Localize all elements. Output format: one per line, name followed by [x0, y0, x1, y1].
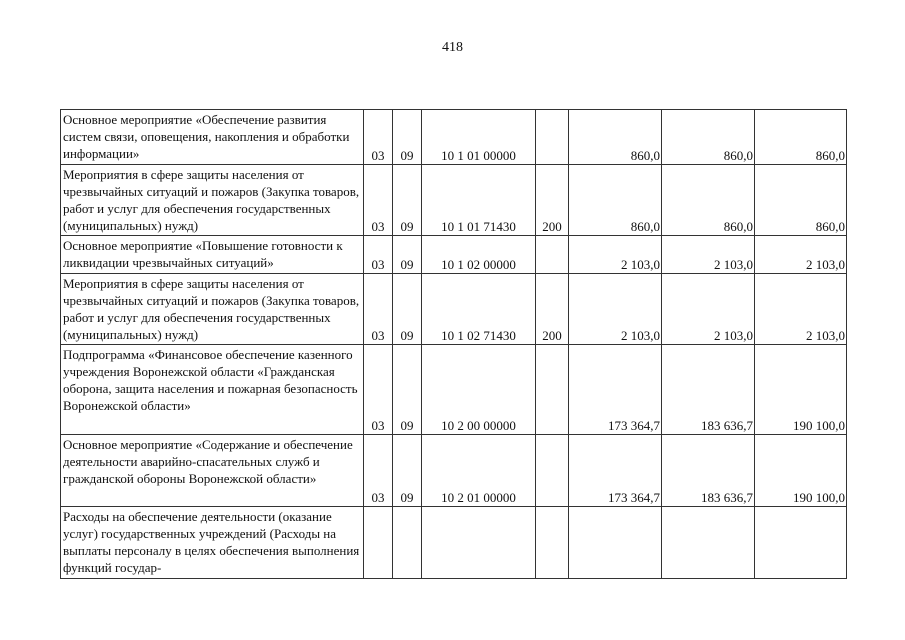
cell-amount-year-2: 183 636,7: [662, 345, 755, 435]
cell-amount-year-2: 183 636,7: [662, 435, 755, 507]
table-row: [61, 274, 847, 345]
cell-amount-year-1: 860,0: [569, 165, 662, 236]
page-number: 418: [442, 40, 463, 55]
cell-subsection: 09: [393, 165, 422, 236]
cell-target-article: 10 1 02 71430: [422, 274, 536, 345]
cell-target-article: 10 1 02 00000: [422, 236, 536, 274]
cell-section: 03: [364, 236, 393, 274]
cell-section: 03: [364, 345, 393, 435]
cell-target-article: 10 1 01 00000: [422, 110, 536, 165]
table-row: [61, 435, 847, 507]
cell-amount-year-1: 173 364,7: [569, 435, 662, 507]
cell-target-article: 10 1 01 71430: [422, 165, 536, 236]
cell-expense-type: 200: [536, 165, 569, 236]
cell-section: 03: [364, 165, 393, 236]
cell-subsection: 09: [393, 110, 422, 165]
cell-section: 03: [364, 274, 393, 345]
table-row: [61, 165, 847, 236]
cell-amount-year-1: 860,0: [569, 110, 662, 165]
row-description: Подпрограмма «Финансовое обеспечение казенного учреждения Воронежской области «Гражданская оборона, защита населения и пожарная безопасность Воронежской области»: [61, 345, 364, 435]
cell-amount-year-2: 2 103,0: [662, 274, 755, 345]
cell-amount-year-3: 2 103,0: [755, 236, 847, 274]
cell-subsection: 09: [393, 435, 422, 507]
cell-expense-type: [536, 507, 569, 579]
cell-amount-year-2: 2 103,0: [662, 236, 755, 274]
cell-subsection: [393, 507, 422, 579]
row-description: Основное мероприятие «Обеспечение развития систем связи, оповещения, накопления и обработки информации»: [61, 110, 364, 165]
cell-section: 03: [364, 435, 393, 507]
cell-section: [364, 507, 393, 579]
cell-amount-year-1: [569, 507, 662, 579]
cell-amount-year-3: 860,0: [755, 165, 847, 236]
cell-amount-year-1: 2 103,0: [569, 274, 662, 345]
row-description: Мероприятия в сфере защиты населения от чрезвычайных ситуаций и пожаров (Закупка товаров, работ и услуг для обеспечения государственных (муниципальных) нужд): [61, 274, 364, 345]
cell-amount-year-3: 860,0: [755, 110, 847, 165]
cell-expense-type: 200: [536, 274, 569, 345]
cell-amount-year-3: 190 100,0: [755, 435, 847, 507]
cell-expense-type: [536, 345, 569, 435]
cell-amount-year-2: 860,0: [662, 110, 755, 165]
row-description: Основное мероприятие «Повышение готовности к ликвидации чрезвычайных ситуаций»: [61, 236, 364, 274]
row-description: Расходы на обеспечение деятельности (оказание услуг) государственных учреждений (Расходы на выплаты персоналу в целях обеспечения выполнения функций государ-: [61, 507, 364, 579]
cell-amount-year-2: 860,0: [662, 165, 755, 236]
cell-expense-type: [536, 236, 569, 274]
cell-subsection: 09: [393, 345, 422, 435]
cell-target-article: 10 2 01 00000: [422, 435, 536, 507]
row-description: Основное мероприятие «Содержание и обеспечение деятельности аварийно-спасательных служб и гражданской обороны Воронежской области»: [61, 435, 364, 507]
cell-amount-year-3: 2 103,0: [755, 274, 847, 345]
cell-target-article: 10 2 00 00000: [422, 345, 536, 435]
cell-subsection: 09: [393, 236, 422, 274]
cell-section: 03: [364, 110, 393, 165]
budget-table: [60, 109, 847, 579]
cell-target-article: [422, 507, 536, 579]
cell-amount-year-1: 2 103,0: [569, 236, 662, 274]
table-row: [61, 236, 847, 274]
cell-expense-type: [536, 110, 569, 165]
cell-subsection: 09: [393, 274, 422, 345]
table-row: [61, 507, 847, 579]
cell-amount-year-3: 190 100,0: [755, 345, 847, 435]
table-row: [61, 345, 847, 435]
row-description: Мероприятия в сфере защиты населения от чрезвычайных ситуаций и пожаров (Закупка товаров, работ и услуг для обеспечения государственных (муниципальных) нужд): [61, 165, 364, 236]
cell-amount-year-2: [662, 507, 755, 579]
cell-expense-type: [536, 435, 569, 507]
cell-amount-year-3: [755, 507, 847, 579]
cell-amount-year-1: 173 364,7: [569, 345, 662, 435]
table-row: [61, 110, 847, 165]
